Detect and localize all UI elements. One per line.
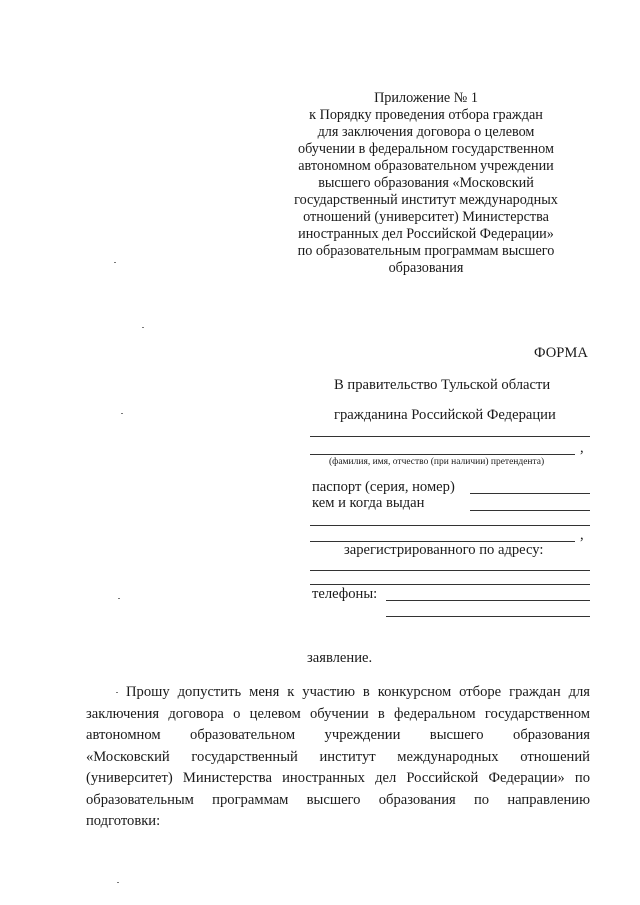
body-line: Прошу допустить меня к участию в конкурсном отборе граждан для [126, 684, 590, 700]
scan-speck [116, 692, 118, 693]
passport-label: паспорт (серия, номер) [312, 479, 455, 495]
statement-title: заявление. [307, 650, 373, 666]
body-line: заключения договора о целевом обучении в федеральном государственном [86, 705, 590, 722]
body-line: автономном образовательном учреждении высшего образования [86, 727, 590, 743]
appendix-line: автономном образовательном учреждении [298, 158, 554, 174]
appendix-line: иностранных дел Российской Федерации» [298, 226, 554, 242]
appendix-line: государственный институт международных [294, 192, 558, 208]
form-label: ФОРМА [534, 345, 588, 361]
appendix-line: для заключения договора о целевом [317, 124, 535, 140]
name-hint: (фамилия, имя, отчество (при наличии) претендента) [329, 457, 545, 467]
scan-speck [118, 598, 120, 599]
scan-speck [121, 413, 123, 414]
scan-speck [117, 882, 119, 883]
name-field-line-1[interactable] [310, 436, 590, 437]
scan-speck [142, 327, 144, 328]
issued-field-line-2[interactable] [310, 525, 590, 526]
body-line: образовательным программам высшего образования по направлению [86, 791, 590, 808]
appendix-header [268, 90, 584, 277]
body-line: (университет) Министерства иностранных дел Российской Федерации» по [86, 770, 590, 786]
address-field-line-2[interactable] [310, 584, 590, 585]
statement-body [86, 682, 590, 833]
phones-field-line-2[interactable] [386, 616, 590, 617]
appendix-line: по образовательным программам высшего [297, 243, 555, 259]
body-line: «Московский государственный институт международных отношений [86, 748, 590, 765]
passport-field-line[interactable] [470, 493, 590, 494]
appendix-line: высшего образования «Московский [318, 175, 534, 191]
comma-mark: , [580, 440, 584, 456]
issued-field-line[interactable] [470, 510, 590, 511]
addressee-to: В правительство Тульской области [334, 377, 551, 393]
address-label: зарегистрированного по адресу: [344, 542, 544, 558]
issued-label: кем и когда выдан [312, 495, 425, 511]
address-field-line-1[interactable] [310, 570, 590, 571]
appendix-line: образования [388, 260, 464, 276]
name-field-line-2[interactable] [310, 454, 575, 455]
scan-speck [114, 262, 116, 263]
appendix-line: Приложение № 1 [374, 90, 478, 106]
phones-label: телефоны: [312, 586, 378, 602]
appendix-line: к Порядку проведения отбора граждан [309, 107, 543, 123]
appendix-line: обучении в федеральном государственном [298, 141, 554, 157]
body-line: подготовки: [86, 813, 161, 829]
addressee-from: гражданина Российской Федерации [334, 407, 556, 423]
phones-field-line-1[interactable] [386, 600, 590, 601]
comma-mark-2: , [580, 527, 584, 543]
appendix-line: отношений (университет) Министерства [303, 209, 549, 225]
